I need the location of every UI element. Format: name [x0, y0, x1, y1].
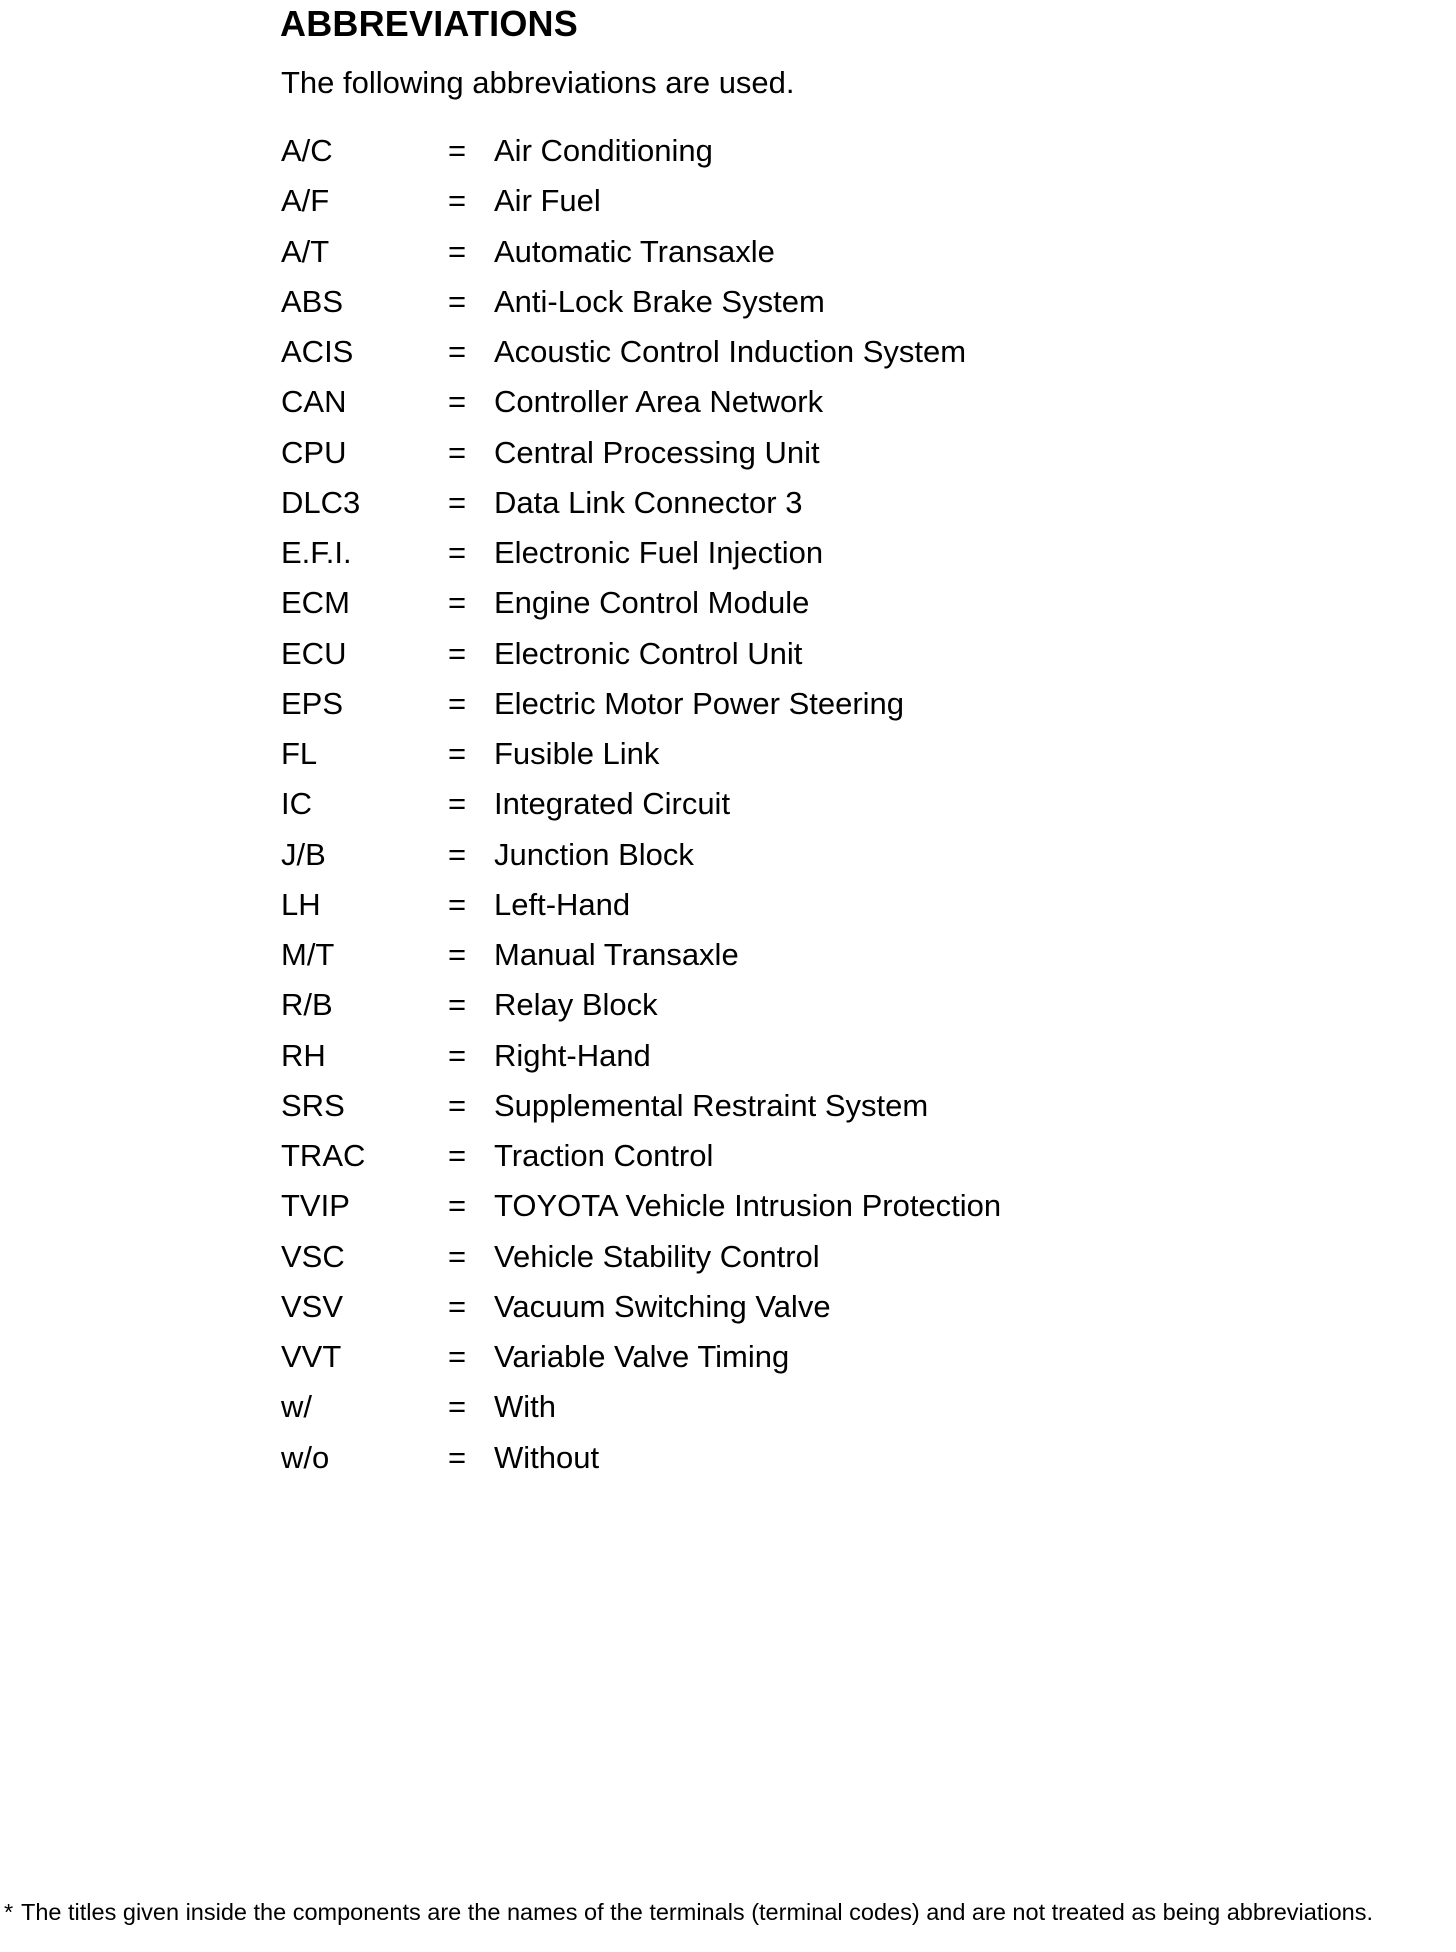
abbreviation-code: SRS	[281, 1087, 345, 1123]
abbreviation-meaning: Engine Control Module	[494, 585, 810, 621]
abbreviation-row	[281, 634, 1181, 684]
footnote-text: The titles given inside the components are the names of the terminals (terminal codes) and are not treated as being abbreviations.	[21, 1899, 1374, 1925]
abbreviation-row	[281, 835, 1181, 885]
abbreviation-meaning: TOYOTA Vehicle Intrusion Protection	[494, 1188, 1002, 1224]
abbreviation-meaning: Data Link Connector 3	[494, 484, 803, 520]
abbreviation-code: RH	[281, 1037, 326, 1073]
equals-sign: =	[448, 384, 467, 420]
abbreviation-row	[281, 282, 1181, 332]
abbreviation-row	[281, 1337, 1181, 1387]
equals-sign: =	[448, 1389, 467, 1425]
equals-sign: =	[448, 334, 467, 369]
abbreviation-meaning: Without	[494, 1439, 600, 1475]
equals-sign: =	[448, 836, 467, 872]
equals-sign: =	[448, 133, 467, 168]
abbreviation-row	[281, 885, 1181, 935]
abbreviation-meaning: Left-Hand	[494, 886, 631, 922]
abbreviation-row	[281, 433, 1181, 483]
abbreviation-meaning: Air Conditioning	[494, 133, 713, 168]
equals-sign: =	[448, 1138, 467, 1173]
equals-sign: =	[448, 283, 467, 319]
abbreviation-meaning: Manual Transaxle	[494, 937, 739, 972]
equals-sign: =	[448, 585, 467, 621]
equals-sign: =	[448, 685, 467, 721]
abbreviation-meaning: Acoustic Control Induction System	[494, 334, 967, 369]
abbreviation-list	[281, 131, 1181, 1488]
abbreviation-code: ECU	[281, 635, 347, 671]
abbreviation-code: VVT	[281, 1339, 342, 1374]
abbreviation-row	[281, 1186, 1181, 1236]
abbreviation-meaning: Vacuum Switching Valve	[494, 1288, 831, 1324]
abbreviation-code: FL	[281, 736, 318, 771]
page-title: ABBREVIATIONS	[280, 3, 578, 44]
abbreviation-code: R/B	[281, 987, 333, 1023]
abbreviation-code: A/T	[281, 233, 330, 269]
abbreviation-row	[281, 1086, 1181, 1136]
abbreviation-meaning: Air Fuel	[494, 183, 601, 219]
equals-sign: =	[448, 1238, 467, 1274]
abbreviation-row	[281, 382, 1181, 432]
abbreviation-row	[281, 1438, 1181, 1488]
abbreviation-code: A/F	[281, 183, 330, 219]
abbreviation-row	[281, 1287, 1181, 1337]
abbreviation-code: ACIS	[281, 334, 354, 369]
abbreviation-code: VSC	[281, 1238, 345, 1274]
equals-sign: =	[448, 1087, 467, 1123]
abbreviation-meaning: Electronic Fuel Injection	[494, 535, 824, 570]
equals-sign: =	[448, 937, 467, 972]
equals-sign: =	[448, 1439, 467, 1475]
abbreviation-meaning: Right-Hand	[494, 1037, 651, 1073]
abbreviation-code: M/T	[281, 937, 335, 972]
equals-sign: =	[448, 886, 467, 922]
abbreviation-code: DLC3	[281, 484, 361, 520]
footnote-marker: *	[4, 1899, 14, 1925]
equals-sign: =	[448, 535, 467, 570]
abbreviation-meaning: Fusible Link	[494, 736, 660, 771]
abbreviation-row	[281, 131, 1181, 181]
abbreviation-meaning: Variable Valve Timing	[494, 1339, 790, 1374]
abbreviation-row	[281, 181, 1181, 231]
equals-sign: =	[448, 434, 467, 470]
abbreviation-code: J/B	[281, 836, 326, 872]
abbreviation-meaning: With	[494, 1389, 556, 1425]
equals-sign: =	[448, 736, 467, 771]
abbreviation-code: A/C	[281, 133, 333, 168]
equals-sign: =	[448, 1339, 467, 1374]
abbreviation-row	[281, 1387, 1181, 1437]
abbreviation-meaning: Relay Block	[494, 987, 658, 1023]
footnote	[4, 1898, 1456, 1927]
abbreviation-code: CAN	[281, 384, 347, 420]
abbreviation-code: w/o	[281, 1439, 330, 1475]
abbreviation-code: CPU	[281, 434, 347, 470]
abbreviation-row	[281, 985, 1181, 1035]
abbreviation-row	[281, 784, 1181, 834]
abbreviation-row	[281, 935, 1181, 985]
abbreviation-code: ECM	[281, 585, 350, 621]
abbreviation-meaning: Vehicle Stability Control	[494, 1238, 820, 1274]
abbreviation-meaning: Integrated Circuit	[494, 786, 731, 822]
equals-sign: =	[448, 1288, 467, 1324]
abbreviation-row	[281, 583, 1181, 633]
abbreviation-code: LH	[281, 886, 321, 922]
equals-sign: =	[448, 1188, 467, 1224]
abbreviation-code: EPS	[281, 685, 344, 721]
equals-sign: =	[448, 987, 467, 1023]
abbreviation-meaning: Junction Block	[494, 836, 694, 872]
abbreviation-row	[281, 232, 1181, 282]
abbreviation-row	[281, 1136, 1181, 1186]
abbreviation-row	[281, 684, 1181, 734]
intro-text: The following abbreviations are used.	[281, 65, 795, 100]
abbreviation-code: TRAC	[281, 1138, 366, 1173]
abbreviation-code: IC	[281, 786, 312, 822]
abbreviation-code: TVIP	[281, 1188, 350, 1224]
abbreviation-meaning: Supplemental Restraint System	[494, 1087, 929, 1123]
abbreviation-code: E.F.I.	[281, 535, 352, 570]
equals-sign: =	[448, 484, 467, 520]
abbreviation-row	[281, 1237, 1181, 1287]
abbreviation-meaning: Anti-Lock Brake System	[494, 283, 825, 319]
equals-sign: =	[448, 183, 467, 219]
abbreviation-code: VSV	[281, 1288, 344, 1324]
abbreviation-meaning: Central Processing Unit	[494, 434, 820, 470]
abbreviation-row	[281, 734, 1181, 784]
equals-sign: =	[448, 1037, 467, 1073]
abbreviation-meaning: Automatic Transaxle	[494, 233, 775, 269]
abbreviation-row	[281, 533, 1181, 583]
equals-sign: =	[448, 635, 467, 671]
abbreviation-meaning: Controller Area Network	[494, 384, 824, 420]
abbreviation-row	[281, 1036, 1181, 1086]
abbreviation-code: ABS	[281, 283, 344, 319]
abbreviation-code: w/	[281, 1389, 312, 1425]
abbreviation-row	[281, 483, 1181, 533]
equals-sign: =	[448, 233, 467, 269]
abbreviation-meaning: Electric Motor Power Steering	[494, 685, 905, 721]
abbreviation-meaning: Traction Control	[494, 1138, 714, 1173]
abbreviation-row	[281, 332, 1181, 382]
equals-sign: =	[448, 786, 467, 822]
abbreviation-meaning: Electronic Control Unit	[494, 635, 803, 671]
